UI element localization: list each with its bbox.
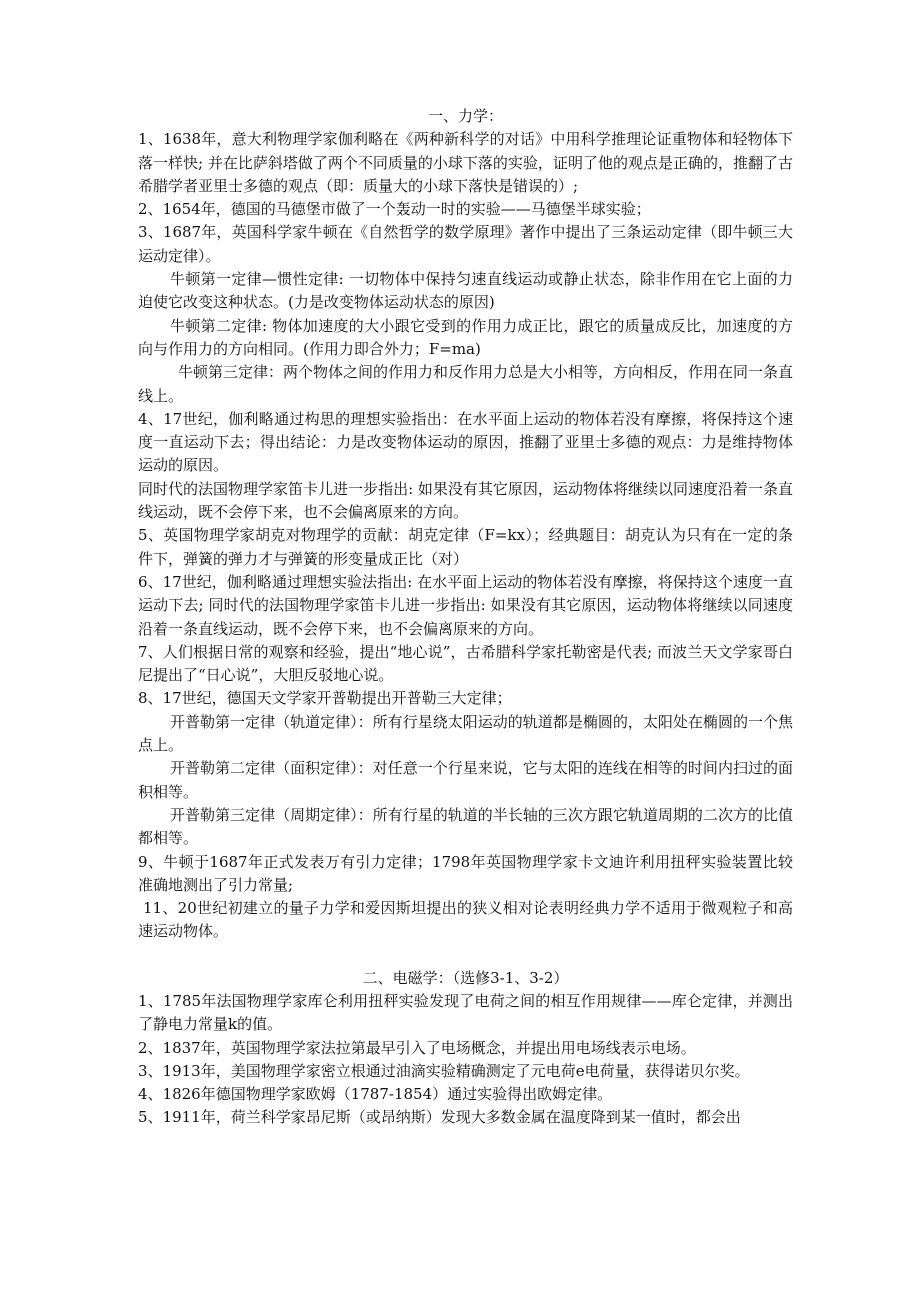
paragraph-newton-first-law: 牛顿第一定律—惯性定律: 一切物体中保持匀速直线运动或静止状态，除非作用在它上面的力迫使它改变这种状态。(力是改变物体运动状态的原因) bbox=[138, 270, 793, 312]
paragraph: 4、1826年德国物理学家欧姆（1787-1854）通过实验得出欧姆定律。 bbox=[138, 1085, 613, 1104]
paragraph: 5、英国物理学家胡克对物理学的贡献：胡克定律（F=kx）；经典题目：胡克认为只有在一定的条件下，弹簧的弹力才与弹簧的形变量成正比（对） bbox=[138, 526, 793, 568]
paragraph-kepler-second-law: 开普勒第二定律（面积定律）：对任意一个行星来说，它与太阳的连线在相等的时间内扫过的面积相等。 bbox=[138, 759, 793, 801]
paragraph: 3、1913年，美国物理学家密立根通过油滴实验精确测定了元电荷e电荷量，获得诺贝尔奖。 bbox=[138, 1061, 750, 1080]
paragraph-kepler-third-law: 开普勒第三定律（周期定律）：所有行星的轨道的半长轴的三次方跟它轨道周期的二次方的比值都相等。 bbox=[138, 805, 793, 848]
paragraph: 4、17世纪，伽利略通过构思的理想实验指出：在水平面上运动的物体若没有摩擦，将保持这个速度一直运动下去；得出结论：力是改变物体运动的原因，推翻了亚里士多德的观点：力是维持物体运动的原因。 bbox=[138, 409, 793, 475]
section-heading-electromagnetism: 二、电磁学：（选修3-1、3-2） bbox=[362, 968, 569, 987]
paragraph: 2、1837年，英国物理学家法拉第最早引入了电场概念，并提出用电场线表示电场。 bbox=[138, 1038, 696, 1057]
paragraph: 7、人们根据日常的观察和经验，提出“地心说”，古希腊科学家托勒密是代表; 而波兰天文学家哥白尼提出了“日心说”，大胆反驳地心说。 bbox=[138, 642, 793, 685]
paragraph: 11、20世纪初建立的量子力学和爱因斯坦提出的狭义相对论表明经典力学不适用于微观粒子和高速运动物体。 bbox=[138, 899, 793, 941]
paragraph: 3、1687年，英国科学家牛顿在《自然哲学的数学原理》著作中提出了三条运动定律（即牛顿三大运动定律）。 bbox=[138, 223, 793, 265]
paragraph: 1、1785年法国物理学家库仑利用扭秤实验发现了电荷之间的相互作用规律——库仑定律，并测出了静电力常量k的值。 bbox=[138, 991, 793, 1034]
paragraph-newton-third-law: 牛顿第三定律：两个物体之间的作用力和反作用力总是大小相等，方向相反，作用在同一条直线上。 bbox=[138, 363, 794, 405]
paragraph-newton-second-law: 牛顿第二定律: 物体加速度的大小跟它受到的作用力成正比，跟它的质量成反比，加速度的方向与作用力的方向相同。(作用力即合外力；F=ma) bbox=[138, 316, 793, 358]
paragraph: 5、1911年，荷兰科学家昂尼斯（或昂纳斯）发现大多数金属在温度降到某一值时，都会出 bbox=[138, 1108, 741, 1127]
paragraph: 同时代的法国物理学家笛卡儿进一步指出: 如果没有其它原因，运动物体将继续以同速度沿着一条直线运动，既不会停下来，也不会偏离原来的方向。 bbox=[138, 479, 793, 522]
paragraph-kepler-first-law: 开普勒第一定律（轨道定律）：所有行星绕太阳运动的轨道都是椭圆的，太阳处在椭圆的一个焦点上。 bbox=[138, 712, 793, 755]
paragraph: 6、17世纪，伽利略通过理想实验法指出: 在水平面上运动的物体若没有摩擦，将保持这个速度一直运动下去; 同时代的法国物理学家笛卡儿进一步指出: 如果没有其它原因，运动物体将继续以同速度沿着一条直线运动，既不会停下来，也不会偏离原来的方向。 bbox=[138, 572, 793, 638]
document-page bbox=[138, 105, 793, 1130]
paragraph: 9、牛顿于1687年正式发表万有引力定律；1798年英国物理学家卡文迪许利用扭秤实验装置比较准确地测出了引力常量; bbox=[138, 852, 793, 894]
section-heading-mechanics: 一、力学： bbox=[427, 107, 503, 125]
section-spacer bbox=[138, 944, 793, 967]
paragraph: 8、17世纪，德国天文学家开普勒提出开普勒三大定律； bbox=[138, 689, 512, 708]
paragraph: 1、1638年，意大利物理学家伽利略在《两种新科学的对话》中用科学推理论证重物体和轻物体下落一样快; 并在比萨斜塔做了两个不同质量的小球下落的实验，证明了他的观点是正确的，推翻了古希腊学者亚里士多德的观点（即：质量大的小球下落快是错误的）; bbox=[138, 130, 793, 195]
paragraph: 2、1654年，德国的马德堡市做了一个轰动一时的实验——马德堡半球实验； bbox=[138, 200, 651, 219]
